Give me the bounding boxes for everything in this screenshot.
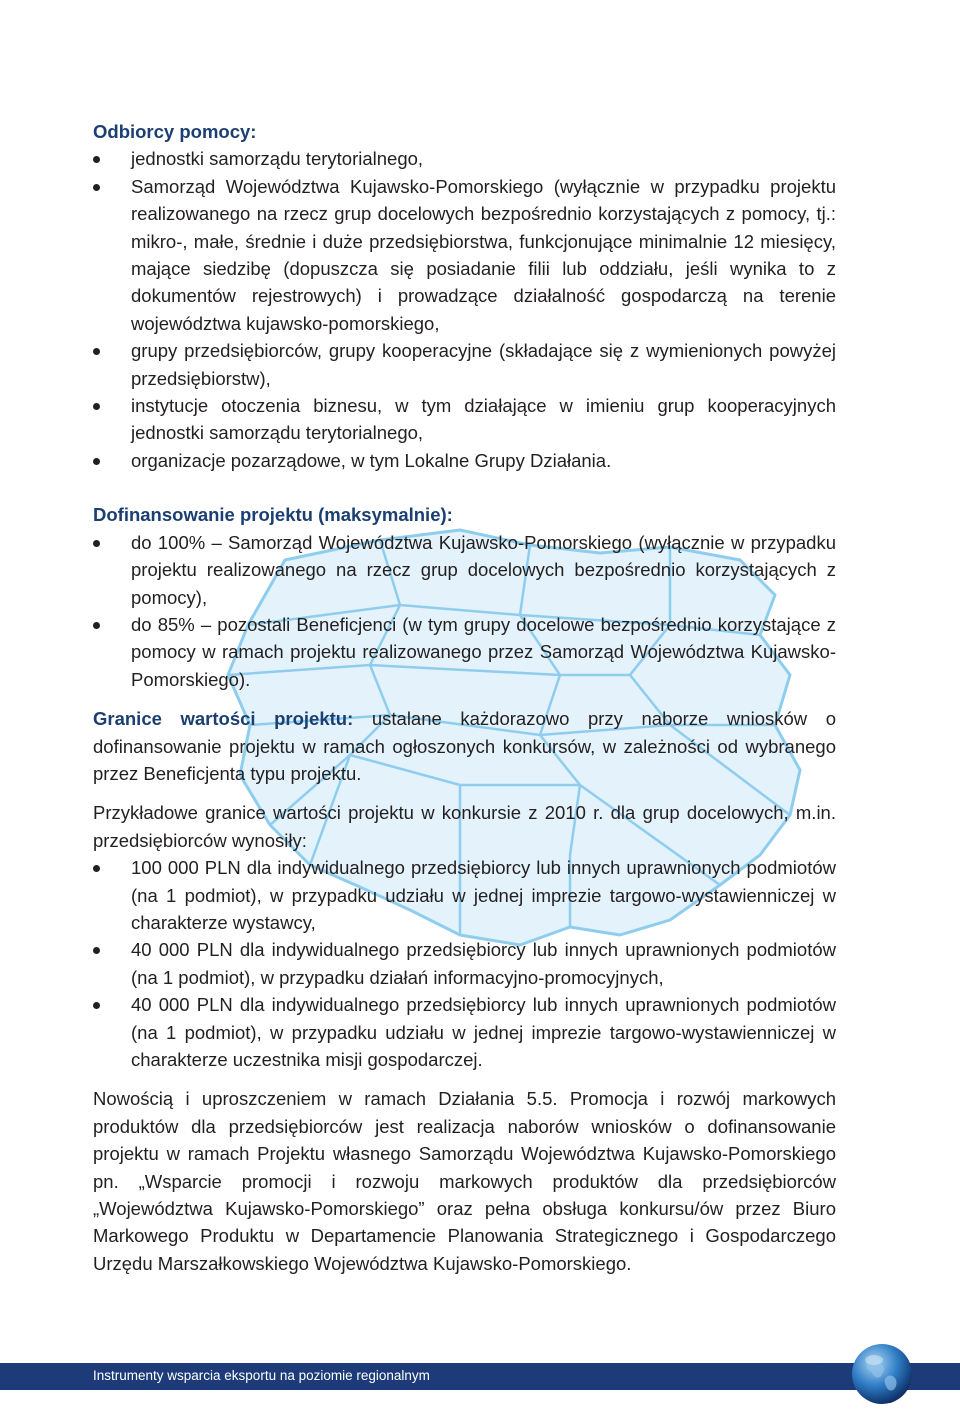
list-item-text: 40 000 PLN dla indywidualnego przedsiębiorcy lub innych uprawnionych podmiotów (na 1 podmiot), w przypadku działań informacyjno-promocyjnych,	[131, 939, 836, 988]
list-item	[93, 991, 836, 1073]
list-item	[93, 392, 836, 447]
bullet-icon	[93, 1002, 100, 1009]
limits-heading: Granice wartości projektu:	[93, 708, 354, 730]
bullet-icon	[93, 458, 100, 465]
recipients-heading: Odbiorcy pomocy:	[93, 121, 257, 142]
list-item	[93, 145, 836, 172]
bullet-icon	[93, 947, 100, 954]
bullet-icon	[93, 403, 100, 410]
list-item-text: organizacje pozarządowe, w tym Lokalne Grupy Działania.	[131, 449, 612, 471]
bullet-icon	[93, 156, 100, 163]
cofinancing-list	[93, 529, 836, 693]
examples-intro: Przykładowe granice wartości projektu w konkursie z 2010 r. dla grup docelowych, m.in. przedsiębiorców wynosiły:	[93, 802, 836, 851]
bullet-icon	[93, 540, 100, 547]
list-item	[93, 854, 836, 936]
footer-title: Instrumenty wsparcia eksportu na poziomie regionalnym	[93, 1368, 430, 1383]
list-item-text: do 85% – pozostali Beneficjenci (w tym grupy docelowe bezpośrednio korzystające z pomocy w ramach projektu realizowanego przez Samorząd Województwa Kujawsko-Pomorskiego).	[131, 613, 836, 690]
limits-text: ustalane każdorazowo przy naborze wniosków o dofinansowanie projektu w ramach ogłoszonych konkursów, w zależności od wybranego przez Beneficjenta typu projektu.	[93, 708, 837, 784]
list-item	[93, 337, 836, 392]
list-item-text: Samorząd Województwa Kujawsko-Pomorskiego (wyłącznie w przypadku projektu realizowanego na rzecz grup docelowych bezpośrednio korzystających z pomocy, tj.: mikro-, małe, średnie i duże przedsiębiorstwa, funkcjonujące minimalnie 12 miesięcy, mające siedzibę (dopuszcza się posiadanie filii lub oddziału, jeśli wynika to z dokumentów rejestrowych) i prowadzące działalność gospodarczą na terenie województwa kujawsko-pomorskiego,	[131, 175, 836, 334]
examples-list	[93, 854, 836, 1073]
list-item-text: instytucje otoczenia biznesu, w tym działające w imieniu grup kooperacyjnych jednostki samorządu terytorialnego,	[131, 395, 836, 444]
bullet-icon	[93, 622, 100, 629]
list-item	[93, 936, 836, 991]
list-item-text: 100 000 PLN dla indywidualnego przedsiębiorcy lub innych uprawnionych podmiotów (na 1 podmiot), w przypadku udziału w jednej imprezie targowo-wystawienniczej w charakterze wystawcy,	[131, 857, 836, 933]
bullet-icon	[93, 348, 100, 355]
page-content	[93, 118, 836, 1277]
page-number: 9	[818, 1361, 831, 1386]
limits-paragraph	[93, 705, 836, 787]
list-item	[93, 529, 836, 611]
list-item-text: grupy przedsiębiorców, grupy kooperacyjne (składające się z wymienionych powyżej przedsiębiorstw),	[131, 340, 836, 389]
list-item-text: 40 000 PLN dla indywidualnego przedsiębiorcy lub innych uprawnionych podmiotów (na 1 podmiot), w przypadku udziału w jednej imprezie targowo-wystawienniczej w charakterze uczestnika misji gospodarczej.	[131, 994, 836, 1070]
list-item	[93, 611, 836, 693]
list-item-text: jednostki samorządu terytorialnego,	[131, 148, 424, 170]
recipients-list	[93, 145, 836, 474]
globe-icon	[850, 1342, 914, 1406]
list-item-text: do 100% – Samorząd Województwa Kujawsko-Pomorskiego (wyłącznie w przypadku projektu realizowanego na rzecz grup docelowych bezpośrednio korzystających z pomocy),	[131, 531, 836, 608]
closing-paragraph: Nowością i uproszczeniem w ramach Działania 5.5. Promocja i rozwój markowych produktów dla przedsiębiorców jest realizacja naborów wniosków o dofinansowanie projektu w ramach Projektu własnego Samorządu Województwa Kujawsko-Pomorskiego pn. „Wsparcie promocji i rozwoju markowych produktów dla przedsiębiorców „Województwa Kujawsko-Pomorskiego” oraz pełna obsługa konkursu/ów przez Biuro Markowego Produktu w Departamencie Planowania Strategicznego i Gospodarczego Urzędu Marszałkowskiego Województwa Kujawsko-Pomorskiego.	[93, 1088, 836, 1274]
bullet-icon	[93, 865, 100, 872]
list-item	[93, 447, 836, 474]
footer-bar	[0, 1363, 960, 1390]
bullet-icon	[93, 184, 100, 191]
list-item	[93, 173, 836, 337]
cofinancing-heading: Dofinansowanie projektu (maksymalnie):	[93, 504, 453, 526]
